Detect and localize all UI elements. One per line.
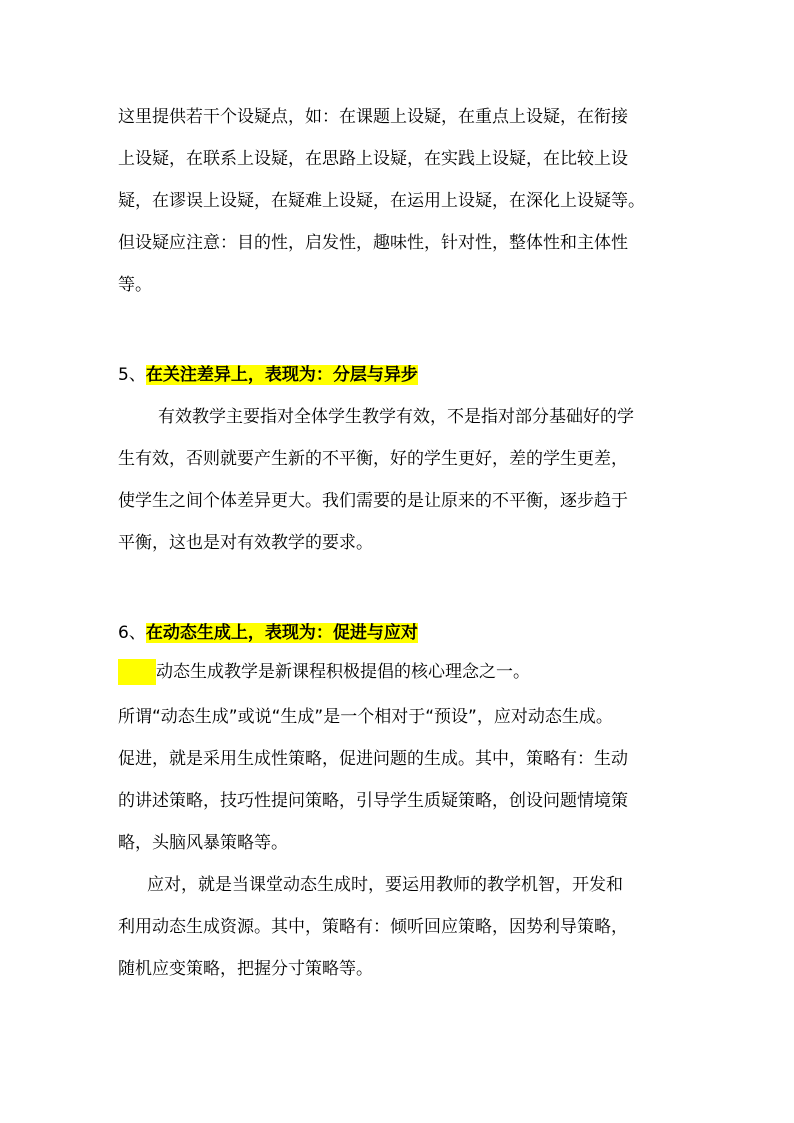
paragraph-line: 应对，就是当课堂动态生成时，要运用教师的教学机智，开发和 [147,875,623,895]
section-6-heading [118,622,418,644]
highlighted-heading: 在动态生成上，表现为：促进与应对 [145,623,418,643]
paragraph-line: 平衡，这也是对有效教学的要求。 [118,533,373,553]
section-5-heading [118,364,418,386]
paragraph-line: 略，头脑风暴策略等。 [118,833,288,853]
paragraph-line: 有效教学主要指对全体学生教学有效，不是指对部分基础好的学 [158,407,634,427]
paragraph-line: 这里提供若干个设疑点，如：在课题上设疑，在重点上设疑，在衔接 [118,107,628,127]
highlighted-heading: 在关注差异上，表现为：分层与异步 [145,365,418,385]
section-number: 5、 [118,365,146,385]
paragraph-line: 上设疑，在联系上设疑，在思路上设疑，在实践上设疑，在比较上设 [118,149,628,169]
paragraph-line: 促进，就是采用生成性策略，促进问题的生成。其中，策略有：生动 [118,749,628,769]
paragraph-line: 所谓“动态生成”或说“生成”是一个相对于“预设”，应对动态生成。 [118,707,613,727]
paragraph-line: 利用动态生成资源。其中，策略有：倾听回应策略，因势利导策略， [118,917,628,937]
section-number: 6、 [118,623,146,643]
paragraph-line: 动态生成教学是新课程积极提倡的核心理念之一。 [156,662,530,682]
paragraph-line: 随机应变策略，把握分寸策略等。 [118,959,373,979]
paragraph-line: 等。 [118,275,152,295]
highlight-marker [118,659,156,685]
paragraph-line: 使学生之间个体差异更大。我们需要的是让原来的不平衡，逐步趋于 [118,491,628,511]
paragraph-line: 的讲述策略，技巧性提问策略，引导学生质疑策略，创设问题情境策 [118,791,628,811]
paragraph-line: 但设疑应注意：目的性，启发性，趣味性，针对性，整体性和主体性 [118,233,628,253]
paragraph-line: 疑，在谬误上设疑，在疑难上设疑，在运用上设疑，在深化上设疑等。 [118,191,645,211]
paragraph-line: 生有效，否则就要产生新的不平衡，好的学生更好，差的学生更差， [118,449,628,469]
